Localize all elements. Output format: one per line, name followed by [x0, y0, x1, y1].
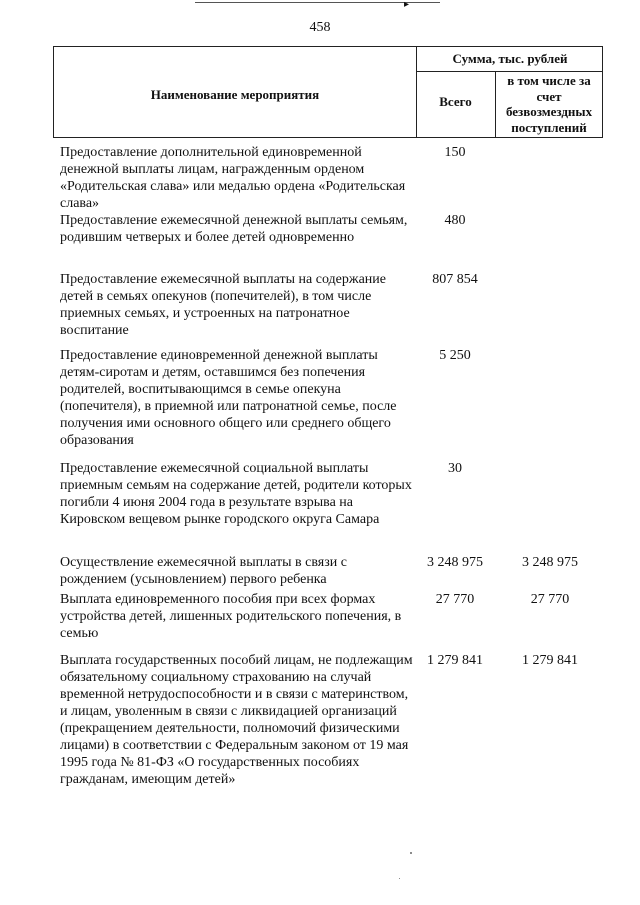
scan-speck: [399, 878, 400, 879]
row-description: Предоставление единовременной денежной выплаты детям-сиротам и детям, оставшимся без попечения родителей, воспитывающимся в семье опекуна (попечителя), в приемной или патронатной семье, после получения ими основного общего или среднего общего образования: [60, 348, 397, 448]
row-description: Осуществление ежемесячной выплаты в связи с рождением (усыновлением) первого ребенка: [60, 555, 347, 587]
row-total: 5 250: [439, 348, 471, 363]
row-description: Предоставление ежемесячной денежной выплаты семьям, родившим четверых и более детей одновременно: [60, 213, 408, 245]
row-description: Предоставление дополнительной единовременной денежной выплаты лицам, награжденным орденом «Родительская слава» или медалью ордена «Родительская слава»: [60, 145, 406, 211]
row-description: Выплата государственных пособий лицам, не подлежащим обязательному социальному страхованию на случай временной нетрудоспособности и в связи с материнством, и лицам, уволенным в связи с ликвидацией организаций (прекращением деятельности, полномочий физическими лицами) в соответствии с Федеральным законом от 19 мая 1995 года № 81-ФЗ «О государственных пособиях гражданам, имеющим детей»: [60, 653, 413, 787]
row-free: 1 279 841: [522, 653, 578, 668]
row-total: 3 248 975: [427, 555, 483, 570]
row-total: 27 770: [435, 592, 475, 607]
header-name-column: Наименование мероприятия: [150, 87, 320, 102]
table-header: [53, 46, 603, 138]
header-divider-sum: [416, 71, 602, 72]
row-total: 1 279 841: [427, 653, 483, 668]
row-total: 150: [444, 145, 466, 160]
scan-mark: ▸: [404, 0, 410, 10]
row-description: Предоставление ежемесячной выплаты на содержание детей в семьях опекунов (попечителей), в том числе приемных семьях, и устроенных на патронатное воспитание: [60, 272, 386, 338]
row-total: 480: [444, 213, 466, 228]
header-sum-group: Сумма, тыс. рублей: [452, 51, 568, 66]
page-number: 458: [309, 20, 331, 35]
header-divider-sub: [495, 71, 496, 137]
row-free: 27 770: [530, 592, 570, 607]
header-total-column: Всего: [439, 94, 472, 109]
row-total: 30: [448, 461, 462, 476]
scan-speck: [410, 852, 412, 854]
row-description: Предоставление ежемесячной социальной выплаты приемным семьям на содержание детей, родители которых погибли 4 июня 2004 года в результате взрыва на Кировском вещевом рынке городского округа Самара: [60, 461, 412, 527]
row-free: 3 248 975: [522, 555, 578, 570]
row-total: 807 854: [432, 272, 478, 287]
row-description: Выплата единовременного пособия при всех формах устройства детей, лишенных родительского попечения, в семью: [60, 592, 402, 641]
header-free-column: в том числе за счет безвозмездных поступлений: [505, 73, 593, 135]
